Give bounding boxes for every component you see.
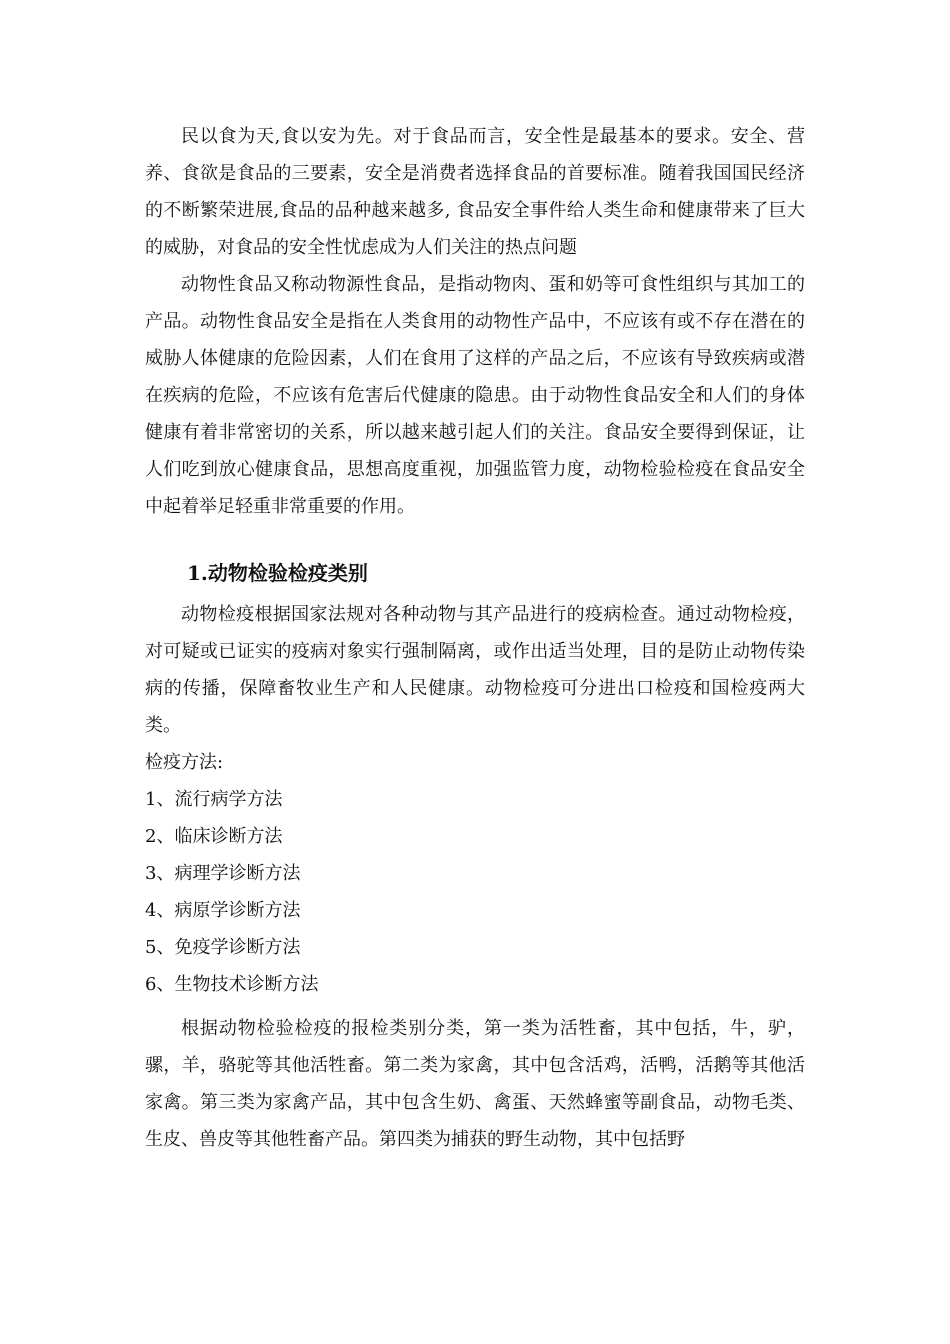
methods-list — [145, 781, 805, 1003]
paragraph-food-safety-intro: 民以食为天,食以安为先。对于食品而言，安全性是最基本的要求。安全、营养、食欲是食品的三要素，安全是消费者选择食品的首要标准。随着我国国民经济的不断繁荣进展,食品的品种越来越多, 食品安全事件给人类生命和健康带来了巨大的威胁，对食品的安全性忧虑成为人们关注的热点问题 — [145, 126, 805, 258]
paragraph-animal-food-definition: 动物性食品又称动物源性食品，是指动物肉、蛋和奶等可食性组织与其加工的产品。动物性食品安全是指在人类食用的动物性产品中，不应该有或不存在潜在的威胁人体健康的危险因素，人们在食用了这样的产品之后，不应该有导致疾病或潜在疾病的危险，不应该有危害后代健康的隐患。由于动物性食品安全和人们的身体健康有着非常密切的关系，所以越来越引起人们的关注。食品安全要得到保证，让人们吃到放心健康食品，思想高度重视，加强监管力度，动物检验检疫在食品安全中起着举足轻重非常重要的作用。 — [145, 274, 805, 517]
paragraph-inspection-categories: 根据动物检验检疫的报检类别分类，第一类为活牲畜，其中包括，牛，驴，骡，羊，骆驼等其他活牲畜。第二类为家禽，其中包含活鸡，活鸭，活鹅等其他活家禽。第三类为家禽产品，其中包含生奶、禽蛋、天然蜂蜜等副食品，动物毛类、生皮、兽皮等其他牲畜产品。第四类为捕获的野生动物，其中包括野 — [145, 1018, 805, 1150]
section-heading-quarantine-categories: 1.动物检验检疫类别 — [187, 561, 368, 585]
methods-label: 检疫方法: — [145, 752, 224, 773]
list-item: 6、生物技术诊断方法 — [145, 974, 319, 995]
list-item: 5、免疫学诊断方法 — [145, 937, 301, 958]
list-item: 2、临床诊断方法 — [145, 826, 283, 847]
paragraph-quarantine-intro: 动物检疫根据国家法规对各种动物与其产品进行的疫病检查。通过动物检疫，对可疑或已证实的疫病对象实行强制隔离，或作出适当处理，目的是防止动物传染病的传播，保障畜牧业生产和人民健康。动物检疫可分进出口检疫和国检疫两大类。 — [145, 604, 805, 736]
list-item: 3、病理学诊断方法 — [145, 863, 301, 884]
list-item: 4、病原学诊断方法 — [145, 900, 301, 921]
document-page — [145, 118, 805, 1158]
list-item: 1、流行病学方法 — [145, 789, 283, 810]
